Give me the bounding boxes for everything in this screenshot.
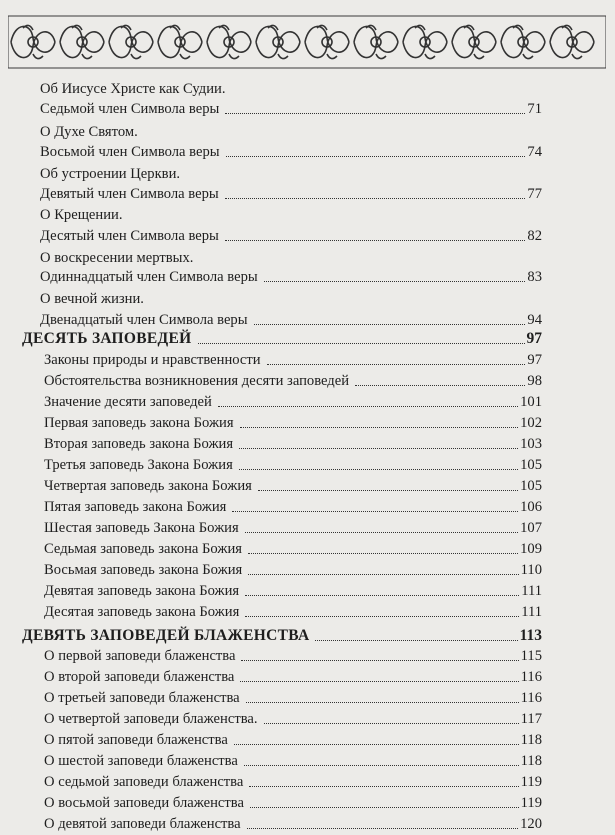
toc-entry-title: Шестая заповедь Закона Божия (44, 520, 239, 536)
toc-entry-title: О воскресении мертвых. (40, 250, 194, 266)
toc-page-number: 115 (520, 648, 542, 664)
toc-page-number: 106 (520, 499, 542, 515)
toc-page-number: 97 (527, 352, 542, 368)
toc-entry (0, 517, 615, 539)
toc-page-number: 120 (520, 816, 542, 832)
toc-leader-dots (248, 538, 518, 554)
toc-entry (0, 708, 615, 730)
toc-entry-title: Об Иисусе Христе как Судии. (40, 81, 226, 97)
toc-entry (0, 750, 615, 772)
toc-entry-title: О пятой заповеди блаженства (44, 732, 228, 748)
toc-leader-dots (245, 580, 519, 596)
toc-leader-dots (239, 433, 518, 449)
toc-page-number: 116 (520, 690, 542, 706)
toc-leader-dots (264, 266, 526, 282)
toc-entry-title: О девятой заповеди блаженства (44, 816, 241, 832)
toc-leader-dots (250, 792, 519, 808)
toc-leader-dots (241, 645, 518, 661)
toc-entry (0, 225, 615, 247)
toc-entry-title: Вторая заповедь закона Божия (44, 436, 234, 452)
toc-page-number: 118 (520, 753, 542, 769)
toc-entry (0, 370, 615, 392)
toc-page-number: 103 (520, 436, 542, 452)
toc-entry-title: О Крещении. (40, 207, 123, 223)
toc-page-number: 107 (520, 520, 542, 536)
toc-entry (0, 288, 615, 310)
toc-entry (0, 163, 615, 185)
toc-entry (0, 183, 615, 205)
floral-ornament-header-icon (8, 14, 606, 70)
toc-leader-dots (218, 391, 518, 407)
toc-page-number: 83 (527, 269, 542, 285)
toc-leader-dots (267, 349, 526, 365)
toc-entry-title: О вечной жизни. (40, 291, 144, 307)
toc-entry (0, 792, 615, 814)
toc-leader-dots (240, 666, 518, 682)
toc-entry-title: Значение десяти заповедей (44, 394, 212, 410)
toc-entry-title: О второй заповеди блаженства (44, 669, 235, 685)
toc-page-number: 82 (527, 228, 542, 244)
toc-entry-title: Десятая заповедь закона Божия (44, 604, 240, 620)
toc-entry (0, 645, 615, 667)
toc-page-number: 102 (520, 415, 542, 431)
toc-entry-title: Двенадцатый член Символа веры (40, 312, 248, 328)
toc-entry-title: Законы природы и нравственности (44, 352, 261, 368)
toc-entry (0, 98, 615, 120)
toc-entry-title: Девятая заповедь закона Божия (44, 583, 240, 599)
toc-page-number: 71 (527, 101, 542, 117)
toc-page-number: 111 (521, 604, 542, 620)
toc-page-number: 77 (527, 186, 542, 202)
toc-entry (0, 601, 615, 623)
toc-entry (0, 266, 615, 288)
toc-entry (0, 559, 615, 581)
toc-page-number: 119 (520, 774, 542, 790)
toc-entry (0, 687, 615, 709)
toc-page-number: 94 (527, 312, 542, 328)
toc-entry-title: Восьмой член Символа веры (40, 144, 220, 160)
toc-leader-dots (234, 729, 519, 745)
toc-leader-dots (239, 454, 518, 470)
toc-leader-dots (258, 475, 518, 491)
toc-entry (0, 666, 615, 688)
toc-entry-title: Обстоятельства возникновения десяти заповедей (44, 373, 350, 389)
toc-page-number: 105 (520, 457, 542, 473)
toc-leader-dots (248, 559, 518, 575)
toc-entry-title: О третьей заповеди блаженства (44, 690, 240, 706)
toc-entry-title: Первая заповедь закона Божия (44, 415, 234, 431)
toc-entry (0, 141, 615, 163)
toc-entry (0, 78, 615, 100)
toc-entry (0, 538, 615, 560)
toc-page-number: 109 (520, 541, 542, 557)
toc-entry (0, 391, 615, 413)
toc-entry (0, 454, 615, 476)
toc-leader-dots (226, 141, 526, 157)
toc-entry (0, 121, 615, 143)
toc-leader-dots (244, 750, 519, 766)
toc-page-number: 119 (520, 795, 542, 811)
toc-page-number: 74 (527, 144, 542, 160)
toc-entry-title: Седьмой член Символа веры (40, 101, 220, 117)
toc-leader-dots (225, 225, 526, 241)
toc-entry (0, 729, 615, 751)
toc-entry-title: О Духе Святом. (40, 124, 138, 140)
toc-entry (0, 349, 615, 371)
toc-entry-title: Девятый член Символа веры (40, 186, 219, 202)
toc-page-number: 111 (521, 583, 542, 599)
toc-section-heading (0, 328, 615, 350)
toc-entry (0, 412, 615, 434)
toc-entry (0, 813, 615, 835)
toc-page-number: 97 (526, 330, 542, 347)
toc-page-number: 110 (520, 562, 542, 578)
toc-page-number: 118 (520, 732, 542, 748)
toc-page-number: 98 (527, 373, 542, 389)
toc-page-number: 116 (520, 669, 542, 685)
toc-leader-dots (225, 183, 526, 199)
toc-leader-dots (198, 328, 525, 344)
toc-page-number: 101 (520, 394, 542, 410)
toc-entry-title: О седьмой заповеди блаженства (44, 774, 244, 790)
toc-entry-title: ДЕСЯТЬ ЗАПОВЕДЕЙ (22, 330, 192, 347)
toc-entry (0, 433, 615, 455)
toc-entry-title: Седьмая заповедь закона Божия (44, 541, 242, 557)
toc-entry-title: Восьмая заповедь закона Божия (44, 562, 243, 578)
toc-leader-dots (254, 309, 526, 325)
toc-entry-title: О восьмой заповеди блаженства (44, 795, 244, 811)
toc-page-number: 113 (519, 627, 542, 644)
toc-page-number: 117 (520, 711, 542, 727)
toc-section-heading (0, 625, 615, 647)
toc-leader-dots (245, 517, 518, 533)
toc-entry-title: Об устроении Церкви. (40, 166, 181, 182)
toc-entry (0, 496, 615, 518)
toc-leader-dots (247, 813, 519, 829)
toc-entry-title: О четвертой заповеди блаженства. (44, 711, 258, 727)
toc-entry-title: Третья заповедь Закона Божия (44, 457, 233, 473)
toc-leader-dots (249, 771, 518, 787)
toc-entry (0, 771, 615, 793)
toc-entry-title: О шестой заповеди блаженства (44, 753, 238, 769)
toc-leader-dots (245, 601, 519, 617)
toc-leader-dots (264, 708, 519, 724)
toc-entry-title: Одиннадцатый член Символа веры (40, 269, 258, 285)
toc-entry (0, 475, 615, 497)
toc-page-number: 105 (520, 478, 542, 494)
toc-entry-title: Десятый член Символа веры (40, 228, 219, 244)
toc-entry (0, 580, 615, 602)
toc-leader-dots (246, 687, 519, 703)
toc-leader-dots (232, 496, 518, 512)
toc-entry-title: Пятая заповедь закона Божия (44, 499, 227, 515)
toc-entry-title: О первой заповеди блаженства (44, 648, 236, 664)
toc-entry-title: ДЕВЯТЬ ЗАПОВЕДЕЙ БЛАЖЕНСТВА (22, 627, 310, 644)
toc-leader-dots (240, 412, 519, 428)
toc-leader-dots (225, 98, 525, 114)
toc-leader-dots (355, 370, 525, 386)
toc-entry (0, 204, 615, 226)
toc-entry-title: Четвертая заповедь закона Божия (44, 478, 252, 494)
toc-leader-dots (315, 625, 517, 641)
